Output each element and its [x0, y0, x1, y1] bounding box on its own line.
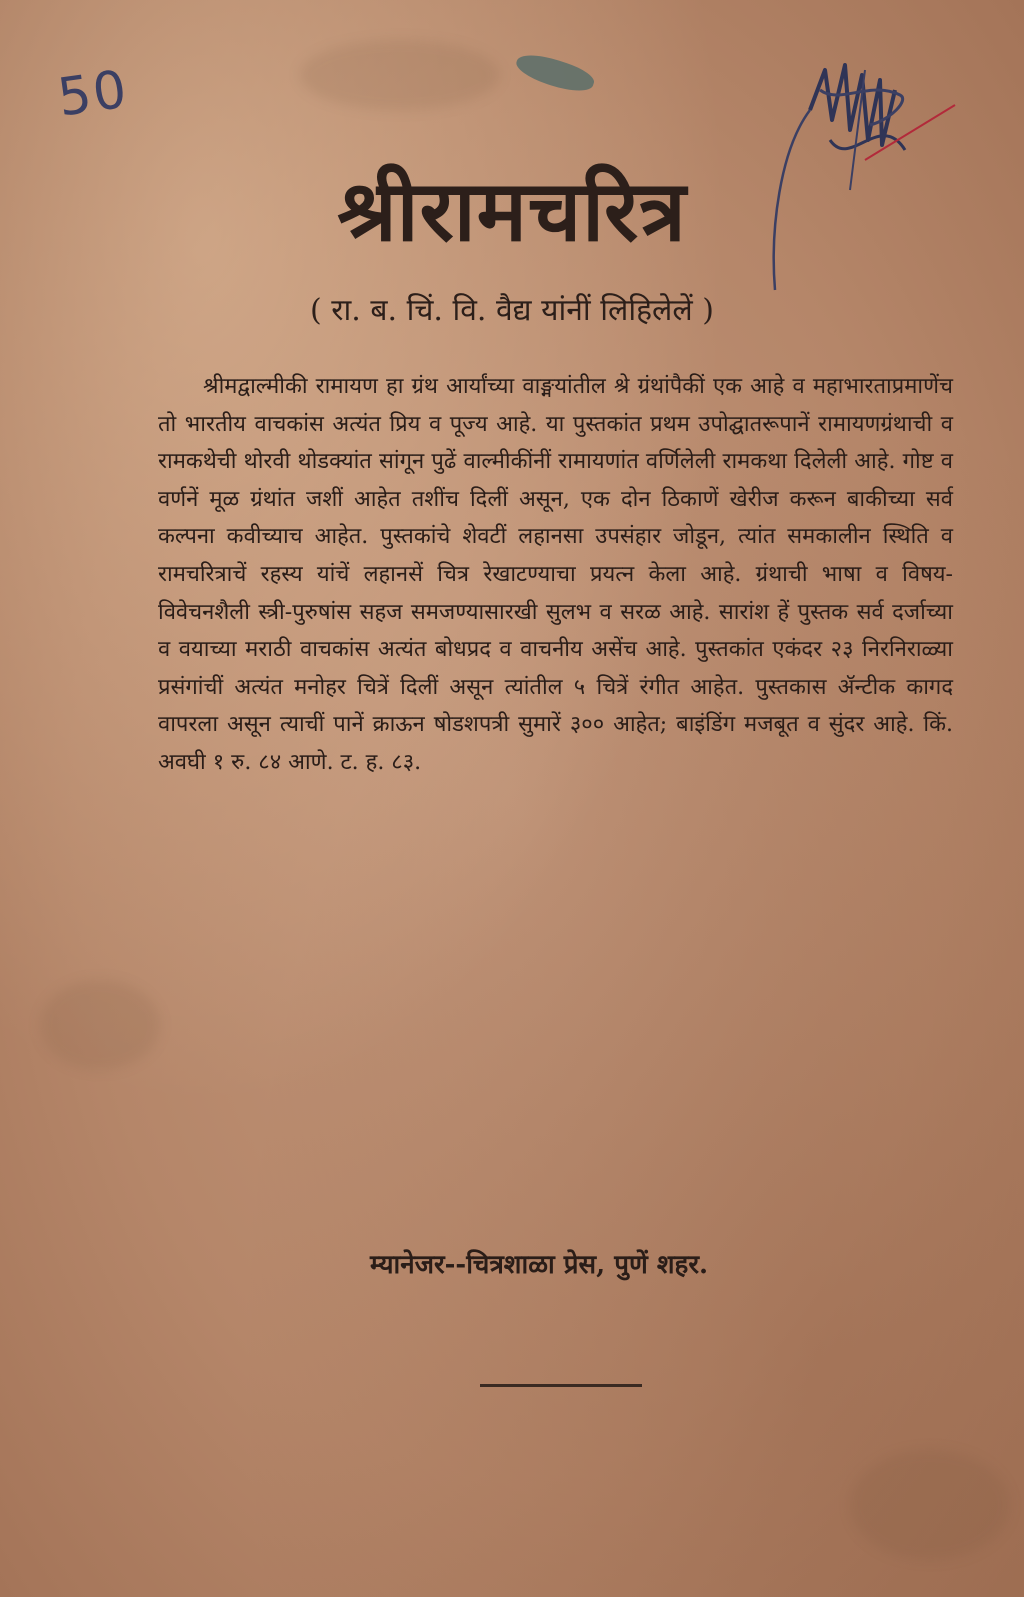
ink-blot [513, 48, 597, 97]
paper-stain [850, 1450, 1010, 1560]
author-line: ( रा. ब. चिं. वि. वैद्य यांनीं लिहिलेलें ) [310, 293, 714, 328]
publisher-line: म्यानेजर--चित्रशाळा प्रेस, पुणें शहर. [370, 1250, 709, 1280]
book-description: श्रीमद्वाल्मीकी रामायण हा ग्रंथ आर्यांच्या वाङ्मयांतील श्रे ग्रंथांपैकीं एक आहे व महाभारताप्रमाणेंच तो भारतीय वाचकांस अत्यंत प्रिय व पूज्य आहे. या पुस्तकांत प्रथम उपोद्घातरूपानें रामायणग्रंथाची व रामकथेची थोरवी थोडक्यांत सांगून पुढें वाल्मीकींनीं रामायणांत वर्णिलेली रामकथा दिलेली आहे. गोष्ट व वर्णनें मूळ ग्रंथांत जशीं आहेत तशींच दिलीं असून, एक दोन ठिकाणें खेरीज करून बाकीच्या सर्व कल्पना कवीच्याच आहेत. पुस्तकांचे शेवटीं लहानसा उपसंहार जोडून, त्यांत समकालीन स्थिति व रामचरित्राचें रहस्य यांचें लहानसें चित्र रेखाटण्याचा प्रयत्न केला आहे. ग्रंथाची भाषा व विषय-विवेचनशैली स्त्री-पुरुषांस सहज समजण्यासारखी सुलभ व सरळ आहे. सारांश हें पुस्तक सर्व दर्जाच्या व वयाच्या मराठी वाचकांस अत्यंत बोधप्रद व वाचनीय असेंच आहे. पुस्तकांत एकंदर २३ निरनिराळ्या प्रसंगांचीं अत्यंत मनोहर चित्रें दिलीं असून त्यांतील ५ चित्रें रंगीत आहेत. पुस्तकास ॲन्टीक कागद वापरला असून त्याचीं पानें क्राऊन षोडशपत्री सुमारें ३०० आहेत; बाइंडिंग मजबूत व सुंदर आहे. किं. अवघी १ रु. ८४ आणे. ट. ह. ८३. [158, 374, 953, 775]
handwritten-page-number: 50 [54, 59, 133, 129]
book-title: श्रीरामचरित्र [337, 161, 687, 260]
paper-stain [40, 980, 160, 1070]
paper-stain [300, 40, 500, 110]
divider [480, 1384, 642, 1387]
